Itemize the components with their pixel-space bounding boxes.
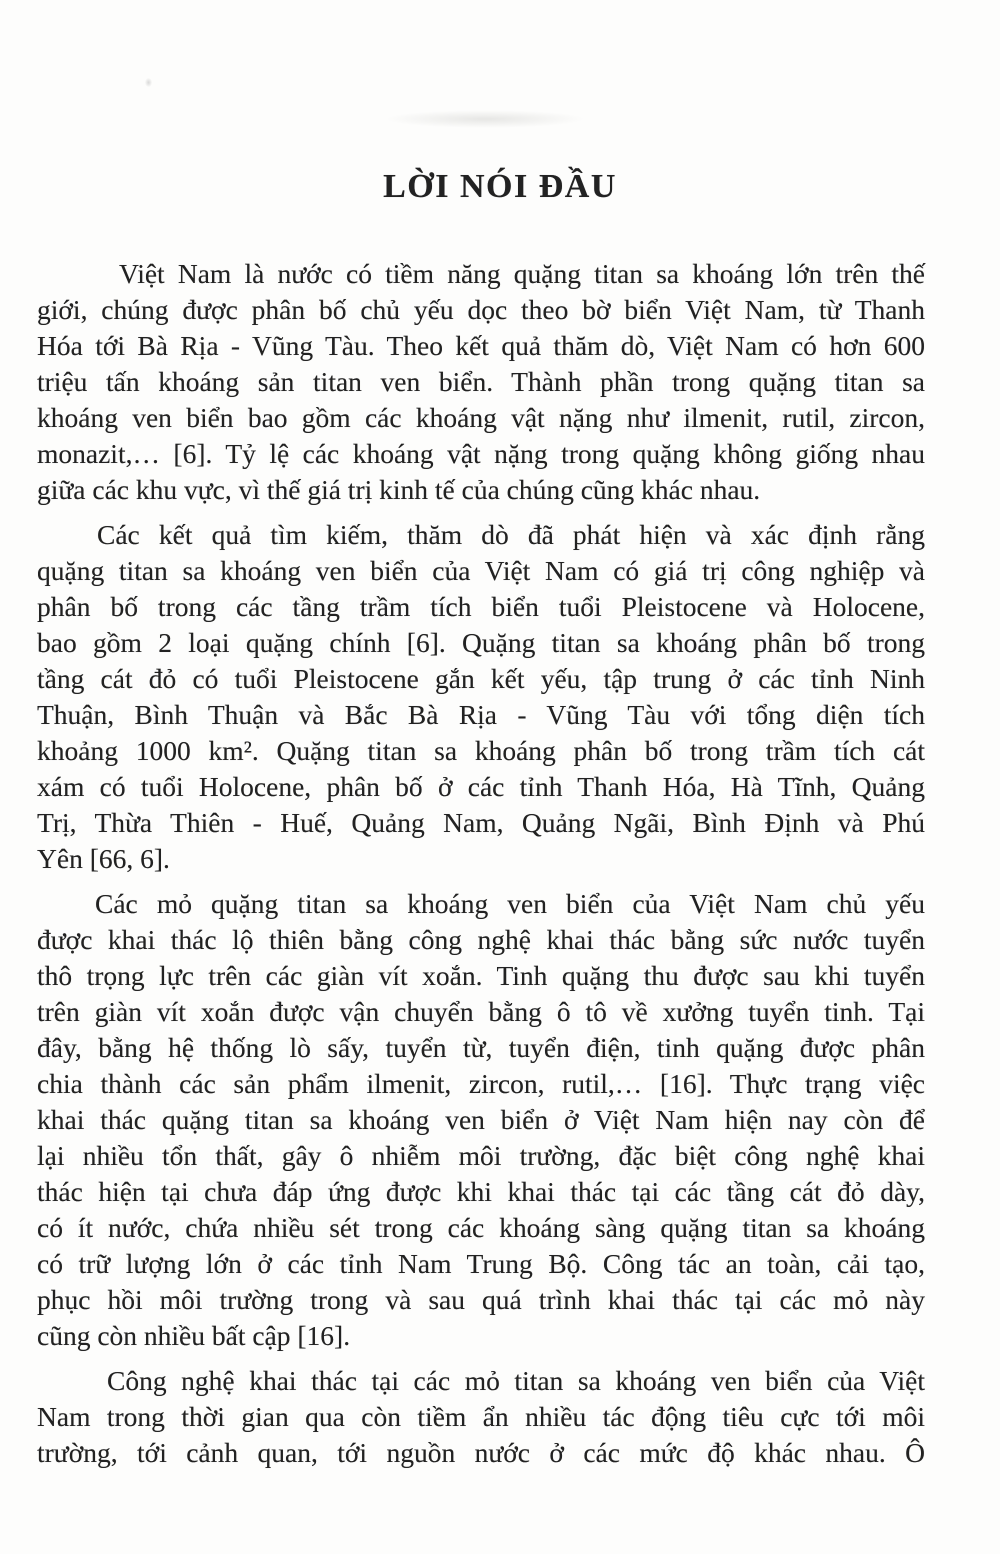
- paragraph: [37, 256, 925, 508]
- text-line: [37, 553, 925, 589]
- text-line: [37, 1030, 925, 1066]
- text-line: [37, 589, 925, 625]
- text-line-content: trên giàn vít xoắn được vận chuyển bằng ô tô về xưởng tuyển tinh. Tại: [37, 996, 925, 1027]
- text-line-content: tầng cát đỏ có tuổi Pleistocene gắn kết yếu, tập trung ở các tỉnh Ninh: [37, 663, 925, 694]
- text-line-content: cũng còn nhiều bất cập [16].: [37, 1320, 351, 1351]
- text-line-content: Các kết quả tìm kiếm, thăm dò đã phát hiện và xác định rằng: [97, 519, 925, 550]
- paragraph: [37, 517, 925, 877]
- text-line: [37, 994, 925, 1030]
- text-line: [37, 1318, 925, 1354]
- text-line-content: khai thác quặng titan sa khoáng ven biển ở Việt Nam hiện nay còn để: [37, 1104, 925, 1135]
- text-line-content: thô trọng lực trên các giàn vít xoắn. Tinh quặng thu được sau khi tuyển: [37, 960, 925, 991]
- text-line: [37, 1174, 925, 1210]
- text-line-content: Các mỏ quặng titan sa khoáng ven biển của Việt Nam chủ yếu: [95, 888, 925, 919]
- text-line: [37, 733, 925, 769]
- text-line-content: khoáng ven biển bao gồm các khoáng vật nặng như ilmenit, rutil, zircon,: [37, 402, 925, 433]
- text-line: [37, 292, 925, 328]
- text-line-content: triệu tấn khoáng sản titan ven biển. Thành phần trong quặng titan sa: [37, 366, 925, 397]
- text-line: [37, 1102, 925, 1138]
- text-line-content: quặng titan sa khoáng ven biển của Việt Nam có giá trị công nghiệp và: [37, 555, 925, 586]
- text-line-content: trường, tới cảnh quan, tới nguồn nước ở các mức độ khác nhau. Ô: [37, 1437, 925, 1468]
- page-title: LỜI NÓI ĐẦU: [383, 167, 617, 205]
- text-line: [37, 1435, 925, 1471]
- text-line-content: chia thành các sản phẩm ilmenit, zircon, rutil,… [16]. Thực trạng việc: [37, 1068, 925, 1099]
- text-line: [37, 256, 925, 292]
- text-line-content: Thuận, Bình Thuận và Bắc Bà Rịa - Vũng Tàu với tổng diện tích: [37, 699, 925, 730]
- text-line: [37, 922, 925, 958]
- text-line-content: Công nghệ khai thác tại các mỏ titan sa khoáng ven biển của Việt: [107, 1365, 925, 1396]
- text-line: [37, 472, 925, 508]
- text-line: [37, 436, 925, 472]
- text-line: [37, 886, 925, 922]
- text-line-content: có trữ lượng lớn ở các tỉnh Nam Trung Bộ. Công tác an toàn, cải tạo,: [37, 1248, 925, 1279]
- text-line: [37, 1138, 925, 1174]
- document-body: [37, 256, 925, 1471]
- text-line: [37, 1210, 925, 1246]
- text-line: [37, 1066, 925, 1102]
- text-line-content: đây, bằng hệ thống lò sấy, tuyển từ, tuyển điện, tinh quặng được phân: [37, 1032, 925, 1063]
- text-line-content: Hóa tới Bà Rịa - Vũng Tàu. Theo kết quả thăm dò, Việt Nam có hơn 600: [37, 330, 925, 361]
- text-line-content: được khai thác lộ thiên bằng công nghệ khai thác bằng sức nước tuyển: [37, 924, 925, 955]
- text-line-content: giữa các khu vực, vì thế giá trị kinh tế của chúng cũng khác nhau.: [37, 474, 761, 505]
- text-line: [37, 1282, 925, 1318]
- text-line-content: phân bố trong các tầng trầm tích biển tuổi Pleistocene và Holocene,: [37, 591, 925, 622]
- text-line: [37, 517, 925, 553]
- paragraph: [37, 886, 925, 1354]
- text-line: [37, 400, 925, 436]
- text-line-content: bao gồm 2 loại quặng chính [6]. Quặng titan sa khoáng phân bố trong: [37, 627, 925, 658]
- text-line-content: monazit,… [6]. Tỷ lệ các khoáng vật nặng trong quặng không giống nhau: [37, 438, 925, 469]
- text-line: [37, 328, 925, 364]
- text-line: [37, 958, 925, 994]
- text-line-content: phục hồi môi trường trong và sau quá trình khai thác tại các mỏ này: [37, 1284, 925, 1315]
- text-line-content: Nam trong thời gian qua còn tiềm ẩn nhiều tác động tiêu cực tới môi: [37, 1401, 925, 1432]
- text-line: [37, 697, 925, 733]
- text-line: [37, 841, 925, 877]
- text-line: [37, 805, 925, 841]
- text-line-content: Trị, Thừa Thiên - Huế, Quảng Nam, Quảng Ngãi, Bình Định và Phú: [37, 807, 925, 838]
- paragraph: [37, 1363, 925, 1471]
- text-line-content: xám có tuổi Holocene, phân bố ở các tỉnh Thanh Hóa, Hà Tĩnh, Quảng: [37, 771, 925, 802]
- text-line-content: giới, chúng được phân bố chủ yếu dọc theo bờ biển Việt Nam, từ Thanh: [37, 294, 925, 325]
- text-line: [37, 625, 925, 661]
- text-line-content: Yên [66, 6].: [37, 843, 170, 874]
- text-line: [37, 364, 925, 400]
- text-line: [37, 1399, 925, 1435]
- text-line: [37, 1363, 925, 1399]
- text-line: [37, 1246, 925, 1282]
- text-line-content: lại nhiều tổn thất, gây ô nhiễm môi trường, đặc biệt công nghệ khai: [37, 1140, 925, 1171]
- text-line-content: có ít nước, chứa nhiều sét trong các khoáng sàng quặng titan sa khoáng: [37, 1212, 925, 1243]
- text-line-content: thác hiện tại chưa đáp ứng được khi khai thác tại các tầng cát đỏ dày,: [37, 1176, 925, 1207]
- text-line: [37, 661, 925, 697]
- text-line: [37, 769, 925, 805]
- text-line-content: Việt Nam là nước có tiềm năng quặng titan sa khoáng lớn trên thế: [119, 258, 925, 289]
- text-line-content: khoảng 1000 km². Quặng titan sa khoáng phân bố trong trầm tích cát: [37, 735, 925, 766]
